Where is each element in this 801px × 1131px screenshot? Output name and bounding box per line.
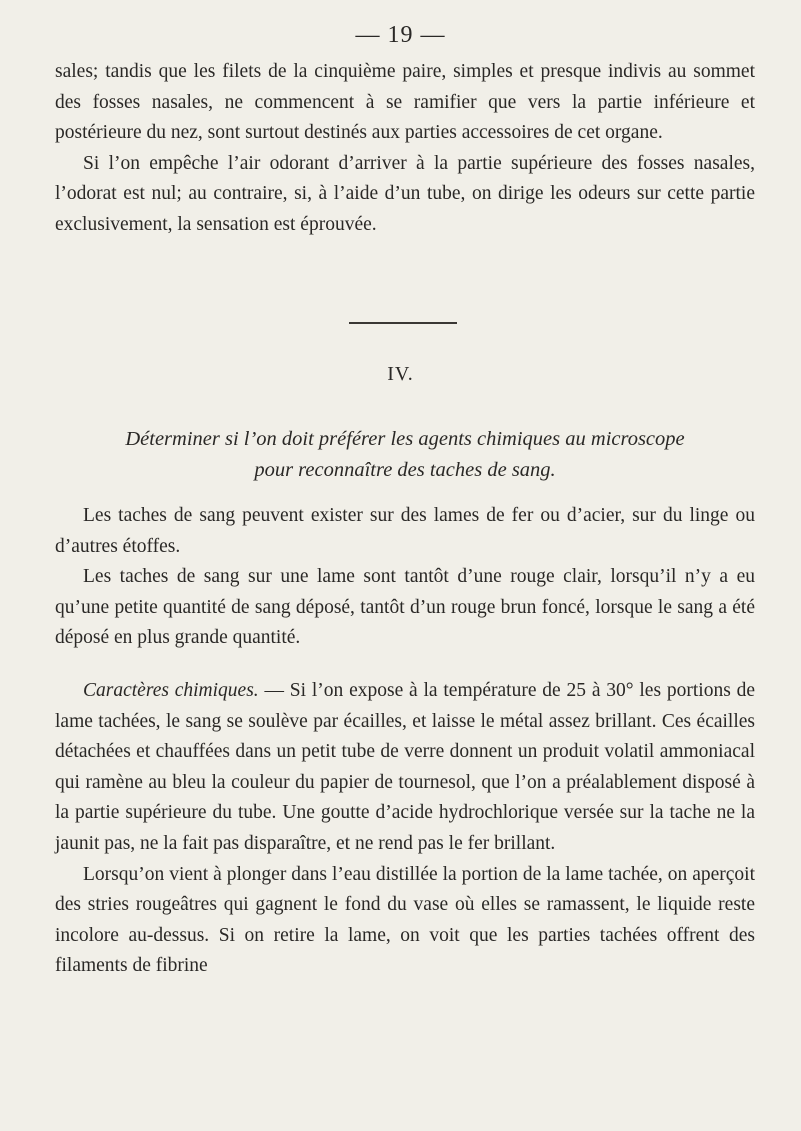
section-title-line: Déterminer si l’on doit préférer les agents chimiques au microscope bbox=[125, 428, 685, 450]
paragraph-chemical bbox=[55, 676, 755, 860]
paragraph-odorat: Si l’on empêche l’air odorant d’arriver à la partie supérieure des fosses nasales, l’odorat est nul; au contraire, si, à l’aide d’un tube, on dirige les odeurs sur cette partie exclusivement, la sensation est éprouvée. bbox=[55, 152, 755, 235]
paragraph-supports: Les taches de sang peuvent exister sur des lames de fer ou d’acier, sur du linge ou d’autres étoffes. bbox=[55, 505, 755, 557]
chemical-heading: Caractères chimiques. bbox=[83, 679, 259, 701]
paragraph-gap bbox=[55, 654, 755, 676]
chemical-text: — Si l’on expose à la température de 25 à 30° les portions de lame tachées, le sang se soulève par écailles, et laisse le métal assez brillant. Ces écailles détachées et chauffées dans un petit tube de verre donnent un produit volatil ammoniacal qui ramène au bleu la couleur du papier de tournesol, que l’on a préalablement disposé à la partie supérieure du tube. Une goutte d’acide hydrochlorique versée sur la tache ne la jaunit pas, ne la fait pas disparaître, et ne rend pas le fer brillant. bbox=[55, 679, 755, 854]
paragraph-continuation: sales; tandis que les filets de la cinquième paire, simples et presque indivis au sommet des fosses nasales, ne commencent à se ramifier que vers la partie inférieure et postérieure du nez, sont surtout destinés aux parties accessoires de cet organe. bbox=[55, 61, 755, 144]
paragraph-colour: Les taches de sang sur une lame sont tantôt d’une rouge clair, lorsqu’il n’y a eu qu’une petite quantité de sang déposé, tantôt d’un rouge brun foncé, lorsque le sang a été déposé en plus grande quantité. bbox=[55, 566, 755, 649]
section-divider bbox=[349, 322, 457, 324]
page-number: — 19 — bbox=[355, 22, 446, 48]
paragraph-distilled-water: Lorsqu’on vient à plonger dans l’eau distillée la portion de la lame tachée, on aperçoit des stries rougeâtres qui gagnent le fond du vase où elles se ramassent, le liquide reste incolore au-dessus. Si on retire la lame, on voit que les parties tachées offrent des filaments de fibrine bbox=[55, 863, 755, 977]
section-body bbox=[55, 501, 755, 982]
section-title-line: pour reconnaître des taches de sang. bbox=[254, 459, 556, 481]
section-title bbox=[55, 424, 755, 486]
opening-text bbox=[55, 57, 755, 241]
section-number: IV. bbox=[387, 363, 414, 385]
